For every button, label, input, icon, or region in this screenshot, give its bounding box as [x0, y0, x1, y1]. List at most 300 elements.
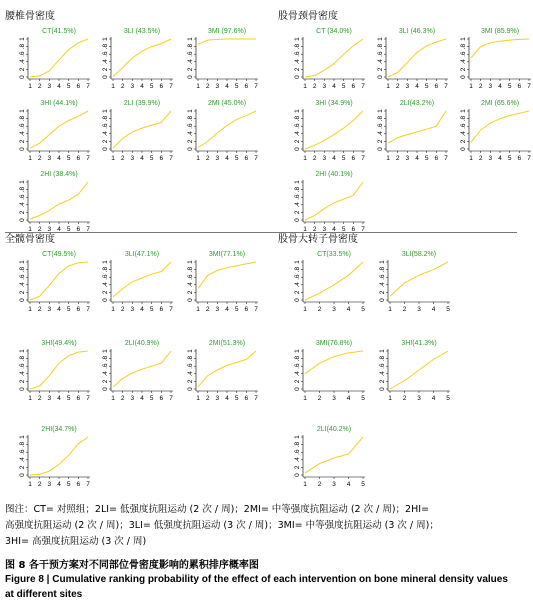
chart-svg	[12, 96, 92, 166]
cumulative-probability-line	[305, 111, 363, 149]
x-tick-label: 7	[86, 226, 90, 233]
x-tick-label: 4	[225, 83, 229, 90]
x-tick-label: 6	[351, 83, 356, 90]
y-tick-label: 0	[19, 147, 26, 151]
y-tick-label: .8	[294, 115, 301, 122]
x-tick-label: 5	[424, 83, 429, 90]
y-tick-label: 1	[460, 37, 467, 41]
y-tick-label: 2	[379, 379, 386, 384]
x-tick-label: 3	[322, 226, 327, 233]
y-tick-label: .4	[379, 282, 386, 288]
x-tick-label: 6	[434, 155, 439, 162]
x-tick-label: 5	[66, 395, 71, 402]
chart-title: 3MI(76.8%)	[315, 340, 353, 347]
chart-svg	[180, 336, 260, 406]
x-tick-label: 2	[395, 83, 400, 90]
y-tick-label: .8	[379, 355, 386, 362]
y-tick-label: 2	[460, 139, 467, 144]
x-tick-label: 4	[332, 83, 336, 90]
x-tick-label: 5	[149, 306, 154, 313]
section-title-lumbar: 腰椎骨密度	[5, 11, 55, 22]
y-tick-label: 0	[187, 147, 194, 151]
y-tick-label: .4	[460, 131, 467, 137]
x-tick-label: 5	[149, 83, 154, 90]
x-tick-label: 4	[57, 226, 61, 233]
x-tick-label: 3	[322, 83, 327, 90]
cumulative-probability-line	[305, 182, 363, 220]
chart-panel	[370, 24, 450, 94]
y-tick-label: .6	[102, 363, 109, 369]
x-tick-label: 4	[57, 83, 61, 90]
x-tick-label: 5	[446, 395, 450, 402]
x-tick-label: 5	[149, 395, 154, 402]
x-tick-label: 6	[76, 155, 81, 162]
x-tick-label: 3	[215, 83, 220, 90]
x-tick-label: 7	[169, 395, 173, 402]
y-tick-label: .8	[19, 186, 26, 193]
x-tick-label: 4	[415, 83, 419, 90]
chart-panel	[180, 247, 260, 317]
section-title-femoral-neck: 股骨颈骨密度	[278, 11, 338, 22]
x-tick-label: 5	[234, 155, 239, 162]
y-tick-label: .4	[187, 131, 194, 137]
chart-svg	[372, 247, 452, 317]
x-tick-label: 5	[234, 83, 239, 90]
x-tick-label: 4	[415, 155, 419, 162]
x-tick-label: 2	[205, 395, 210, 402]
cumulative-probability-line	[388, 111, 446, 143]
chart-title: 3MI (85.9%)	[480, 28, 520, 35]
x-tick-label: 2	[402, 395, 407, 402]
y-tick-label: .6	[377, 51, 384, 57]
chart-svg	[95, 336, 175, 406]
x-tick-label: 7	[86, 306, 90, 313]
y-tick-label: .8	[19, 441, 26, 448]
chart-title: 3LI(58.2%)	[401, 251, 437, 258]
x-tick-label: 1	[303, 155, 307, 162]
chart-title: 2HI (40.1%)	[315, 171, 353, 178]
y-tick-label: 0	[377, 75, 384, 79]
y-tick-label: 0	[379, 298, 386, 302]
y-tick-label: .8	[377, 115, 384, 122]
x-tick-label: 7	[169, 83, 173, 90]
y-tick-label: 1	[19, 349, 26, 353]
y-tick-label: 0	[294, 218, 301, 222]
y-tick-label: .6	[377, 123, 384, 129]
y-tick-label: 2	[19, 67, 26, 72]
chart-panel	[95, 247, 175, 317]
x-tick-label: 4	[57, 306, 61, 313]
x-tick-label: 2	[120, 83, 125, 90]
y-tick-label: 1	[460, 109, 467, 113]
chart-panel	[287, 167, 367, 237]
chart-svg	[287, 167, 367, 237]
y-tick-label: 2	[187, 67, 194, 72]
y-tick-label: .4	[187, 371, 194, 377]
x-tick-label: 6	[76, 395, 81, 402]
chart-panel	[287, 247, 367, 317]
x-tick-label: 5	[361, 306, 365, 313]
x-tick-label: 4	[346, 306, 351, 313]
y-tick-label: 1	[102, 349, 109, 353]
x-tick-label: 4	[57, 481, 61, 488]
y-tick-label: .4	[294, 131, 301, 137]
x-tick-label: 1	[388, 306, 392, 313]
x-tick-label: 5	[66, 83, 71, 90]
y-tick-label: .4	[19, 282, 26, 288]
x-tick-label: 3	[405, 83, 410, 90]
x-tick-label: 5	[361, 395, 365, 402]
y-tick-label: 0	[102, 298, 109, 302]
x-tick-label: 4	[498, 83, 502, 90]
x-tick-label: 4	[332, 226, 336, 233]
y-tick-label: .4	[19, 457, 26, 463]
y-tick-label: .4	[102, 131, 109, 137]
x-tick-label: 7	[527, 83, 531, 90]
chart-title: 3HI (34.9%)	[315, 100, 353, 107]
x-tick-label: 5	[361, 481, 365, 488]
y-tick-label: .4	[19, 131, 26, 137]
chart-panel	[287, 422, 367, 492]
x-tick-label: 2	[120, 155, 125, 162]
chart-title: CT(49.5%)	[42, 251, 76, 258]
x-tick-label: 1	[388, 395, 392, 402]
cumulative-probability-line	[305, 39, 363, 77]
chart-title: 3LI(47.1%)	[124, 251, 160, 258]
x-tick-label: 5	[66, 481, 71, 488]
y-tick-label: .6	[460, 51, 467, 57]
x-tick-label: 6	[76, 83, 81, 90]
chart-svg	[12, 422, 92, 492]
chart-panel	[12, 96, 92, 166]
x-tick-label: 6	[76, 226, 81, 233]
y-tick-label: 2	[102, 379, 109, 384]
y-tick-label: 2	[294, 67, 301, 72]
x-tick-label: 1	[28, 226, 32, 233]
cumulative-probability-line	[388, 39, 446, 77]
x-tick-label: 6	[351, 226, 356, 233]
y-tick-label: .6	[379, 274, 386, 280]
x-tick-label: 1	[111, 395, 115, 402]
y-tick-label: .6	[187, 123, 194, 129]
chart-svg	[12, 167, 92, 237]
y-tick-label: .6	[187, 274, 194, 280]
y-tick-label: .4	[379, 371, 386, 377]
cumulative-probability-line	[113, 39, 171, 77]
x-tick-label: 6	[76, 306, 81, 313]
y-tick-label: .8	[19, 43, 26, 50]
chart-svg	[287, 336, 367, 406]
y-tick-label: 2	[377, 67, 384, 72]
x-tick-label: 1	[28, 481, 32, 488]
y-tick-label: .6	[19, 51, 26, 57]
x-tick-label: 1	[303, 395, 307, 402]
x-tick-label: 3	[332, 395, 336, 402]
y-tick-label: .8	[460, 43, 467, 50]
y-tick-label: 0	[379, 387, 386, 391]
y-tick-label: 0	[19, 473, 26, 477]
y-tick-label: 0	[19, 75, 26, 79]
x-tick-label: 1	[196, 155, 200, 162]
chart-panel	[95, 336, 175, 406]
x-tick-label: 2	[205, 306, 210, 313]
x-tick-label: 2	[312, 83, 317, 90]
chart-panel	[372, 247, 452, 317]
y-tick-label: 2	[102, 139, 109, 144]
chart-title: 3HI(49.4%)	[41, 340, 77, 347]
chart-title: 2HI(34.7%)	[41, 426, 77, 433]
x-tick-label: 7	[254, 155, 258, 162]
chart-title: 3HI (44.1%)	[40, 100, 78, 107]
y-tick-label: .8	[379, 266, 386, 273]
chart-svg	[95, 247, 175, 317]
chart-panel	[12, 336, 92, 406]
y-tick-label: .6	[294, 363, 301, 369]
cumulative-probability-line	[198, 262, 256, 289]
x-tick-label: 2	[317, 481, 322, 488]
y-tick-label: .8	[102, 266, 109, 273]
x-tick-label: 7	[86, 83, 90, 90]
x-tick-label: 7	[86, 395, 90, 402]
cumulative-probability-line	[198, 111, 256, 148]
x-tick-label: 7	[527, 155, 531, 162]
chart-title: CT (34.0%)	[316, 28, 352, 35]
y-tick-label: 2	[187, 290, 194, 295]
x-tick-label: 4	[498, 155, 502, 162]
x-tick-label: 1	[386, 155, 390, 162]
chart-panel	[287, 336, 367, 406]
x-tick-label: 7	[254, 395, 258, 402]
x-tick-label: 4	[332, 155, 336, 162]
y-tick-label: .6	[187, 51, 194, 57]
x-tick-label: 3	[47, 155, 52, 162]
y-tick-label: .4	[19, 371, 26, 377]
y-tick-label: 1	[19, 435, 26, 439]
y-tick-label: 2	[19, 139, 26, 144]
section-title-total-hip: 全髋骨密度	[5, 234, 55, 245]
x-tick-label: 3	[417, 395, 421, 402]
x-tick-label: 5	[446, 306, 450, 313]
chart-title: 2LI(40.2%)	[316, 426, 352, 433]
y-tick-label: 0	[19, 387, 26, 391]
x-tick-label: 3	[47, 226, 52, 233]
y-tick-label: 0	[294, 473, 301, 477]
x-tick-label: 3	[332, 306, 336, 313]
y-tick-label: 2	[102, 67, 109, 72]
x-tick-label: 5	[341, 155, 346, 162]
cumulative-probability-line	[198, 39, 256, 44]
y-tick-label: .8	[460, 115, 467, 122]
x-tick-label: 2	[37, 306, 42, 313]
x-tick-label: 2	[402, 306, 407, 313]
x-tick-label: 2	[205, 155, 210, 162]
x-tick-label: 5	[507, 155, 512, 162]
chart-panel	[95, 24, 175, 94]
x-tick-label: 7	[169, 155, 173, 162]
chart-panel	[12, 167, 92, 237]
chart-panel	[453, 24, 533, 94]
x-tick-label: 3	[405, 155, 410, 162]
y-tick-label: .8	[102, 43, 109, 50]
chart-title: 2HI (38.4%)	[40, 171, 78, 178]
y-tick-label: 1	[102, 260, 109, 264]
y-tick-label: .8	[294, 186, 301, 193]
y-tick-label: 1	[19, 109, 26, 113]
chart-svg	[287, 96, 367, 166]
cumulative-probability-line	[305, 437, 363, 473]
y-tick-label: .6	[294, 123, 301, 129]
cumulative-probability-line	[390, 262, 448, 296]
x-tick-label: 3	[417, 306, 421, 313]
chart-svg	[95, 96, 175, 166]
x-tick-label: 1	[469, 155, 473, 162]
cumulative-probability-line	[305, 262, 363, 300]
y-tick-label: 2	[294, 465, 301, 470]
x-tick-label: 3	[130, 306, 135, 313]
chart-title: CT(33.5%)	[317, 251, 351, 258]
x-tick-label: 5	[507, 83, 512, 90]
y-tick-label: 2	[102, 290, 109, 295]
x-tick-label: 4	[57, 395, 61, 402]
x-tick-label: 5	[149, 155, 154, 162]
y-tick-label: .6	[294, 274, 301, 280]
x-tick-label: 1	[303, 226, 307, 233]
x-tick-label: 5	[234, 395, 239, 402]
chart-title: 3LI (43.5%)	[123, 28, 161, 35]
y-tick-label: 0	[187, 387, 194, 391]
x-tick-label: 6	[244, 395, 249, 402]
y-tick-label: 1	[187, 109, 194, 113]
x-tick-label: 4	[140, 83, 144, 90]
chart-svg	[95, 24, 175, 94]
chart-title: 2MI(51.3%)	[208, 340, 246, 347]
y-tick-label: 1	[294, 109, 301, 113]
y-tick-label: .4	[187, 282, 194, 288]
y-tick-label: 0	[187, 298, 194, 302]
y-tick-label: 0	[294, 298, 301, 302]
x-tick-label: 3	[215, 306, 220, 313]
y-tick-label: .4	[102, 59, 109, 65]
y-tick-label: .8	[19, 266, 26, 273]
x-tick-label: 2	[120, 306, 125, 313]
y-tick-label: 1	[294, 180, 301, 184]
y-tick-label: 0	[102, 75, 109, 79]
y-tick-label: .8	[377, 43, 384, 50]
x-tick-label: 1	[28, 306, 32, 313]
y-tick-label: .4	[460, 59, 467, 65]
x-tick-label: 3	[47, 481, 52, 488]
y-tick-label: .6	[102, 123, 109, 129]
y-tick-label: .8	[187, 355, 194, 362]
y-tick-label: 1	[19, 180, 26, 184]
cumulative-probability-line	[30, 111, 88, 148]
chart-svg	[287, 24, 367, 94]
x-tick-label: 7	[86, 481, 90, 488]
x-tick-label: 1	[28, 395, 32, 402]
x-tick-label: 2	[205, 83, 210, 90]
y-tick-label: .8	[294, 355, 301, 362]
cumulative-probability-line	[30, 182, 88, 219]
chart-panel	[12, 247, 92, 317]
chart-svg	[370, 24, 450, 94]
chart-panel	[372, 336, 452, 406]
x-tick-label: 6	[159, 395, 164, 402]
figure-caption-en: Figure 8 | Cumulative ranking probability of the effect of each intervention on bone mineral density values at different sites	[5, 574, 508, 600]
x-tick-label: 3	[47, 395, 52, 402]
chart-svg	[453, 96, 533, 166]
y-tick-label: .6	[19, 449, 26, 455]
y-tick-label: 2	[19, 210, 26, 215]
y-tick-label: 0	[102, 147, 109, 151]
y-tick-label: 1	[19, 37, 26, 41]
x-tick-label: 3	[322, 155, 327, 162]
cumulative-probability-line	[390, 351, 448, 389]
chart-panel	[287, 96, 367, 166]
y-tick-label: .8	[294, 43, 301, 50]
y-tick-label: 0	[102, 387, 109, 391]
y-tick-label: .8	[187, 43, 194, 50]
x-tick-label: 4	[140, 155, 144, 162]
chart-title: 3LI (46.3%)	[398, 28, 436, 35]
y-tick-label: .8	[187, 115, 194, 122]
x-tick-label: 6	[159, 155, 164, 162]
y-tick-label: 2	[294, 379, 301, 384]
y-tick-label: .6	[294, 51, 301, 57]
y-tick-label: 1	[187, 260, 194, 264]
y-tick-label: .4	[19, 59, 26, 65]
y-tick-label: 2	[294, 139, 301, 144]
y-tick-label: .8	[19, 115, 26, 122]
y-tick-label: .6	[294, 449, 301, 455]
x-tick-label: 1	[469, 83, 473, 90]
x-tick-label: 2	[317, 306, 322, 313]
y-tick-label: 1	[379, 260, 386, 264]
x-tick-label: 4	[346, 481, 351, 488]
y-tick-label: .4	[294, 59, 301, 65]
x-tick-label: 7	[361, 226, 365, 233]
x-tick-label: 1	[111, 155, 115, 162]
x-tick-label: 6	[159, 83, 164, 90]
chart-title: 2LI (39.9%)	[123, 100, 161, 107]
cumulative-probability-line	[113, 262, 171, 297]
x-tick-label: 5	[234, 306, 239, 313]
y-tick-label: 0	[377, 147, 384, 151]
x-tick-label: 3	[215, 395, 220, 402]
y-tick-label: 0	[460, 75, 467, 79]
y-tick-label: 2	[19, 465, 26, 470]
y-tick-label: .4	[19, 202, 26, 208]
x-tick-label: 4	[57, 155, 61, 162]
chart-panel	[12, 422, 92, 492]
chart-panel	[180, 24, 260, 94]
y-tick-label: 0	[19, 218, 26, 222]
x-tick-label: 1	[196, 306, 200, 313]
chart-svg	[287, 422, 367, 492]
y-tick-label: .8	[102, 355, 109, 362]
x-tick-label: 4	[225, 155, 229, 162]
x-tick-label: 2	[478, 155, 483, 162]
section-title-greater-trochanter: 股骨大转子骨密度	[278, 234, 358, 245]
chart-svg	[180, 24, 260, 94]
cumulative-probability-line	[305, 351, 363, 374]
x-tick-label: 3	[488, 83, 493, 90]
x-tick-label: 2	[37, 83, 42, 90]
x-tick-label: 6	[517, 155, 522, 162]
x-tick-label: 6	[159, 306, 164, 313]
x-tick-label: 5	[424, 155, 429, 162]
x-tick-label: 6	[517, 83, 522, 90]
x-tick-label: 1	[303, 306, 307, 313]
